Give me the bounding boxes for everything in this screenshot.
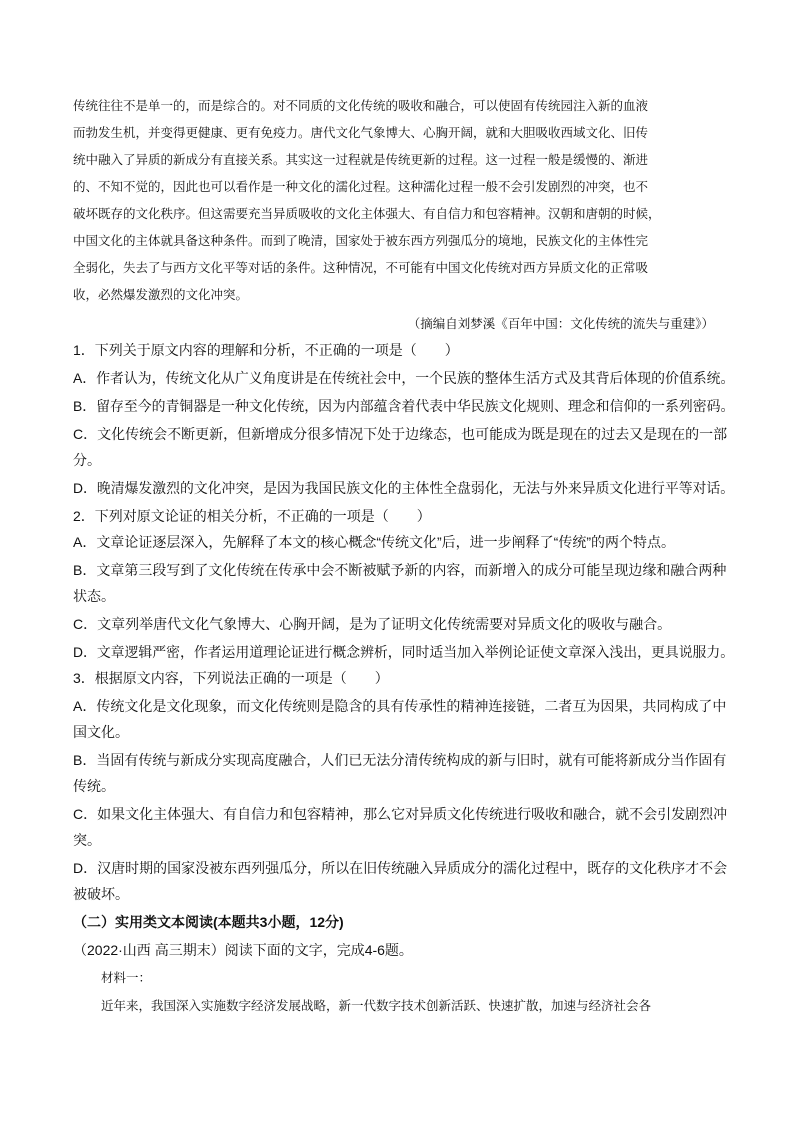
passage-line: 收，必然爆发激烈的文化冲突。: [73, 287, 249, 302]
question-stem: 2．下列对原文论证的相关分析，不正确的一项是（ ）: [73, 508, 431, 524]
question-option-continued: 国文化。: [73, 724, 129, 740]
question-option-continued: 传统。: [73, 778, 115, 794]
passage-line: 的、不知不觉的，因此也可以看作是一种文化的濡化过程。这种濡化过程一般不会引发剧烈的冲突，也不: [73, 179, 649, 194]
passage-line: 破坏既存的文化秩序。但这需要充当异质吸收的文化主体强大、有自信力和包容精神。汉朝和唐朝的时候，: [73, 206, 661, 221]
section-heading: （二）实用类文本阅读(本题共3小题，12分): [73, 914, 344, 930]
question-stem: 3．根据原文内容，下列说法正确的一项是（ ）: [73, 670, 389, 686]
question-option: A．传统文化是文化现象，而文化传统则是隐含的具有传承性的精神连接链，二者互为因果，共同构成了中: [73, 698, 727, 714]
section-intro: （2022·山西 高三期末）阅读下面的文字，完成4-6题。: [73, 942, 413, 958]
question-option: D．晚清爆发激烈的文化冲突，是因为我国民族文化的主体性全盘弱化，无法与外来异质文化进行平等对话。: [73, 480, 735, 496]
question-option-continued: 被破坏。: [73, 886, 129, 902]
question-option: D．文章逻辑严密，作者运用道理论证进行概念辨析，同时适当加入举例论证使文章深入浅出，更具说服力。: [73, 644, 735, 660]
question-option: B．留存至今的青铜器是一种文化传统，因为内部蕴含着代表中华民族文化规则、理念和信仰的一系列密码。: [73, 398, 735, 414]
material-text: 近年来，我国深入实施数字经济发展战略，新一代数字技术创新活跃、快速扩散，加速与经济社会各: [101, 998, 652, 1013]
question-option: C．文化传统会不断更新，但新增成分很多情况下处于边缘态，也可能成为既是现在的过去又是现在的一部: [73, 426, 728, 442]
passage-line: 统中融入了异质的新成分有直接关系。其实这一过程就是传统更新的过程。这一过程一般是缓慢的、渐进: [73, 152, 649, 167]
passage-line: 全弱化，失去了与西方文化平等对话的条件。这种情况，不可能有中国文化传统对西方异质文化的正常吸: [73, 260, 649, 275]
question-option-continued: 状态。: [73, 588, 115, 604]
question-option-continued: 分。: [73, 452, 101, 468]
question-stem: 1．下列关于原文内容的理解和分析，不正确的一项是（ ）: [73, 342, 459, 358]
question-option: B．当固有传统与新成分实现高度融合，人们已无法分清传统构成的新与旧时，就有可能将新成分当作固有: [73, 752, 727, 768]
question-option-continued: 突。: [73, 832, 101, 848]
material-label: 材料一：: [101, 970, 152, 985]
question-option: C．如果文化主体强大、有自信力和包容精神，那么它对异质文化传统进行吸收和融合，就不会引发剧烈冲: [73, 806, 728, 822]
question-option: A．文章论证逐层深入，先解释了本文的核心概念“传统文化”后，进一步阐释了“传统”的两个特点。: [73, 534, 675, 550]
passage-line: 而勃发生机，并变得更健康、更有免疫力。唐代文化气象博大、心胸开阔，就和大胆吸收西域文化、旧传: [73, 125, 649, 140]
passage-line: 传统往往不是单一的，而是综合的。对不同质的文化传统的吸收和融合，可以使固有传统园注入新的血液: [73, 98, 649, 113]
question-option: C．文章列举唐代文化气象博大、心胸开阔，是为了证明文化传统需要对异质文化的吸收与融合。: [73, 616, 672, 632]
question-option: D．汉唐时期的国家没被东西列强瓜分，所以在旧传统融入异质成分的濡化过程中，既存的文化秩序才不会: [73, 860, 728, 876]
question-option: B．文章第三段写到了文化传统在传承中会不断被赋予新的内容，而新增入的成分可能呈现边缘和融合两种: [73, 562, 727, 578]
passage-line: 中国文化的主体就具备这种条件。而到了晚清，国家处于被东西方列强瓜分的境地，民族文化的主体性完: [73, 233, 649, 248]
passage-source: （摘编自刘梦溪《百年中国：文化传统的流失与重建》）: [407, 316, 714, 331]
question-option: A．作者认为，传统文化从广义角度讲是在传统社会中，一个民族的整体生活方式及其背后体现的价值系统。: [73, 370, 735, 386]
